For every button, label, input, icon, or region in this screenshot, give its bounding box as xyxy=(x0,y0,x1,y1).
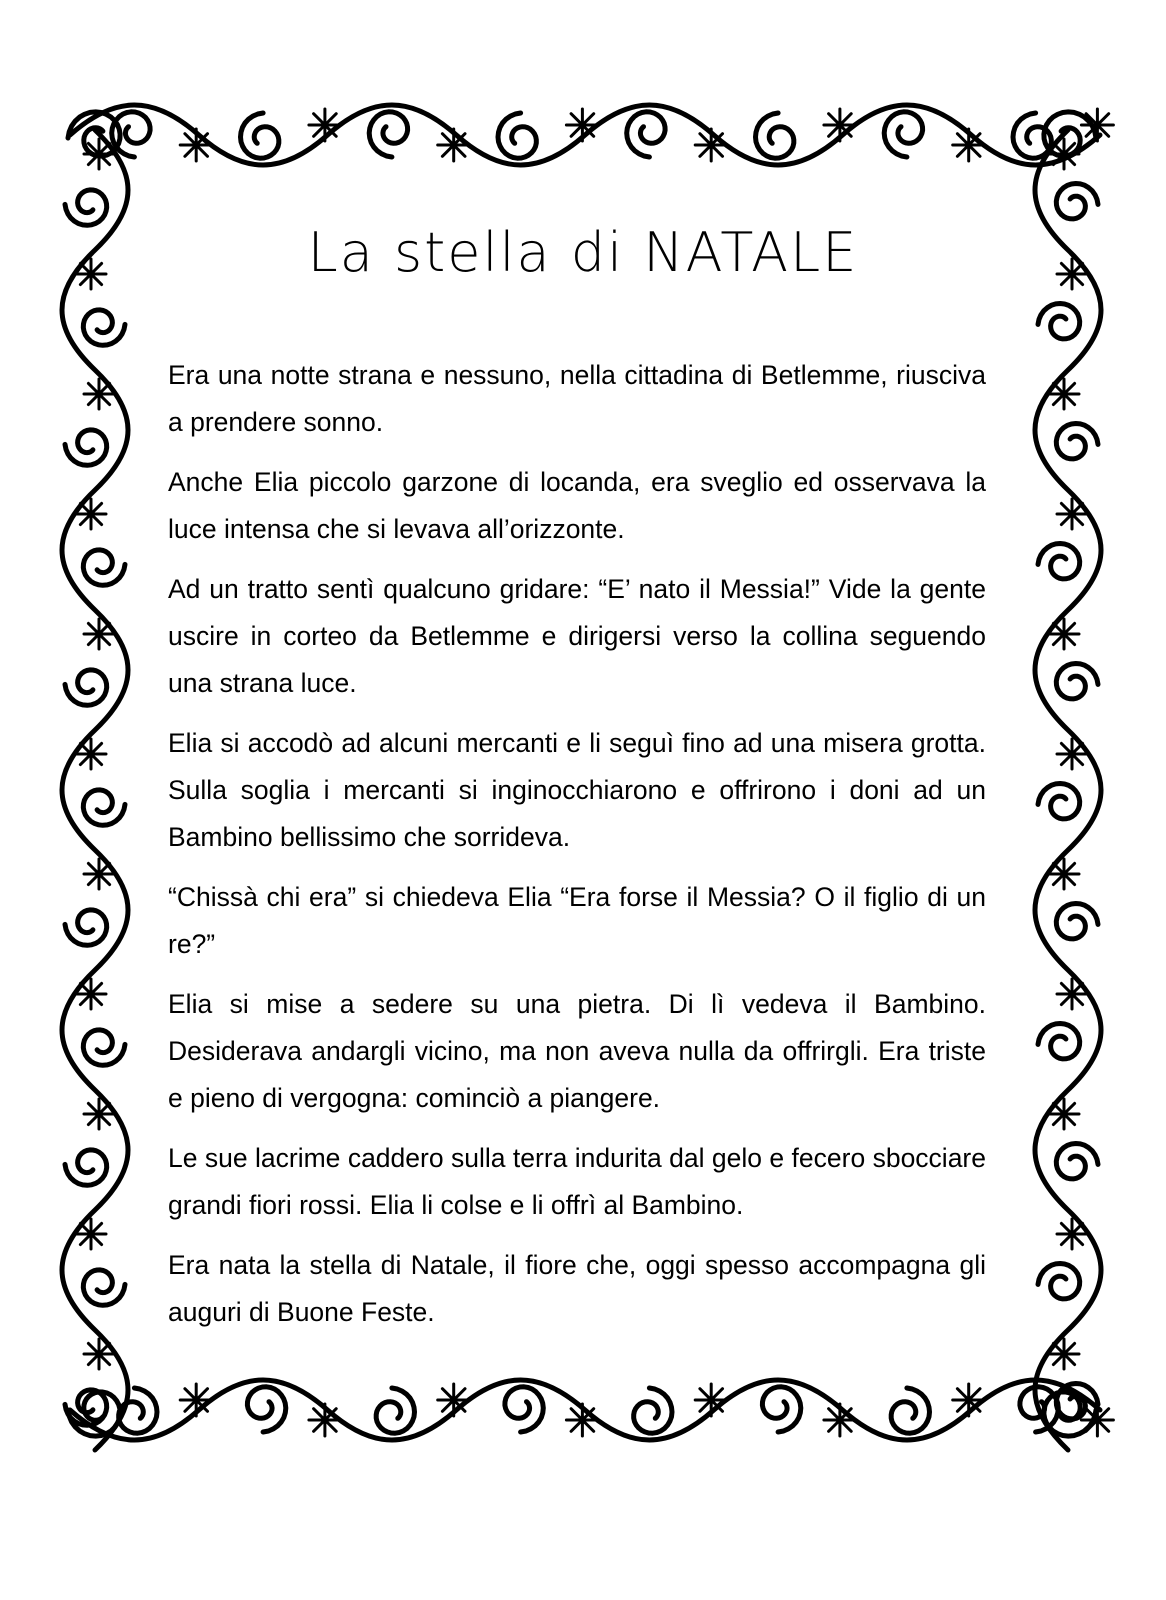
snowflake-icon xyxy=(438,129,470,161)
snowflake-icon xyxy=(1049,379,1079,409)
swirl-icon xyxy=(83,550,125,585)
swirl-icon xyxy=(884,112,922,157)
snowflake-icon xyxy=(180,1384,212,1416)
swirl-icon xyxy=(634,1388,672,1433)
swirl-icon xyxy=(1038,1024,1080,1059)
snowflake-icon xyxy=(566,1404,598,1436)
story-paragraph: Ad un tratto sentì qualcuno gridare: “E’ nato il Messia!” Vide la gente uscire in corteo da Betlemme e dirigersi verso la collina seguendo una strana luce. xyxy=(168,574,986,698)
snowflake-icon xyxy=(76,979,106,1009)
snowflake-icon xyxy=(76,1219,106,1249)
swirl-icon xyxy=(65,910,107,945)
snowflake-icon xyxy=(84,379,114,409)
border-wave xyxy=(70,1380,1100,1440)
snowflake-icon xyxy=(1049,1339,1079,1369)
swirl-icon xyxy=(756,113,794,158)
snowflake-icon xyxy=(1057,979,1087,1009)
swirl-icon xyxy=(1038,304,1080,339)
swirl-icon xyxy=(65,1150,107,1185)
swirl-icon xyxy=(1056,664,1098,699)
swirl-icon xyxy=(891,1388,929,1433)
swirl-icon xyxy=(112,112,150,157)
swirl-icon xyxy=(241,113,279,158)
swirl-icon xyxy=(498,113,536,158)
snowflake-icon xyxy=(824,109,856,141)
swirl-icon xyxy=(1056,904,1098,939)
snowflake-icon xyxy=(84,1099,114,1129)
swirl-icon xyxy=(65,670,107,705)
swirl-icon xyxy=(627,112,665,157)
story-paragraph: Era una notte strana e nessuno, nella cittadina di Betlemme, riusciva a prendere sonno. xyxy=(168,360,986,437)
swirl-icon xyxy=(1056,424,1098,459)
swirl-icon xyxy=(505,1387,543,1432)
snowflake-icon xyxy=(84,619,114,649)
snowflake-icon xyxy=(84,859,114,889)
snowflake-icon xyxy=(953,129,985,161)
swirl-icon xyxy=(1056,1144,1098,1179)
swirl-icon xyxy=(83,1270,125,1305)
snowflake-icon xyxy=(953,1384,985,1416)
story-paragraph: Elia si mise a sedere su una pietra. Di lì vedeva il Bambino. Desiderava andargli vicino, ma non aveva nulla da offrirgli. Era triste e pieno di vergogna: cominciò a piangere. xyxy=(168,989,986,1113)
swirl-icon xyxy=(1056,184,1098,219)
swirl-icon xyxy=(65,190,107,225)
swirl-icon xyxy=(369,112,407,157)
snowflake-icon xyxy=(84,1339,114,1369)
swirl-icon xyxy=(1038,544,1080,579)
story-paragraph: Era nata la stella di Natale, il fiore che, oggi spesso accompagna gli auguri di Buone Feste. xyxy=(168,1250,986,1327)
story-paragraph: Elia si accodò ad alcuni mercanti e li seguì fino ad una misera grotta. Sulla soglia i mercanti si inginocchiarono e offrirono i doni ad un Bambino bellissimo che sorrideva. xyxy=(168,728,986,852)
snowflake-icon xyxy=(824,1404,856,1436)
swirl-icon xyxy=(83,790,125,825)
story-paragraph: “Chissà chi era” si chiedeva Elia “Era forse il Messia? O il figlio di un re?” xyxy=(168,882,986,959)
swirl-icon xyxy=(1038,784,1080,819)
swirl-icon xyxy=(762,1387,800,1432)
snowflake-icon xyxy=(1049,859,1079,889)
snowflake-icon xyxy=(309,1404,341,1436)
swirl-icon xyxy=(83,1030,125,1065)
snowflake-icon xyxy=(1049,1099,1079,1129)
snowflake-icon xyxy=(309,109,341,141)
snowflake-icon xyxy=(1049,619,1079,649)
snowflake-icon xyxy=(76,499,106,529)
swirl-icon xyxy=(83,310,125,345)
story-paragraph: Anche Elia piccolo garzone di locanda, era sveglio ed osservava la luce intensa che si levava all’orizzonte. xyxy=(168,467,986,544)
snowflake-icon xyxy=(695,129,727,161)
snowflake-icon xyxy=(438,1384,470,1416)
story-text xyxy=(168,352,986,1349)
snowflake-icon xyxy=(695,1384,727,1416)
swirl-icon xyxy=(247,1387,285,1432)
snowflake-icon xyxy=(1057,739,1087,769)
page-title: La stella di NATALE xyxy=(307,221,859,284)
snowflake-icon xyxy=(76,739,106,769)
swirl-icon xyxy=(1038,1264,1080,1299)
swirl-icon xyxy=(65,430,107,465)
snowflake-icon xyxy=(1057,499,1087,529)
swirl-icon xyxy=(376,1388,414,1433)
snowflake-icon xyxy=(566,109,598,141)
snowflake-icon xyxy=(180,129,212,161)
border-wave xyxy=(70,105,1100,165)
snowflake-icon xyxy=(1057,1219,1087,1249)
story-paragraph: Le sue lacrime caddero sulla terra indurita dal gelo e fecero sbocciare grandi fiori rossi. Elia li colse e li offrì al Bambino. xyxy=(168,1143,986,1220)
